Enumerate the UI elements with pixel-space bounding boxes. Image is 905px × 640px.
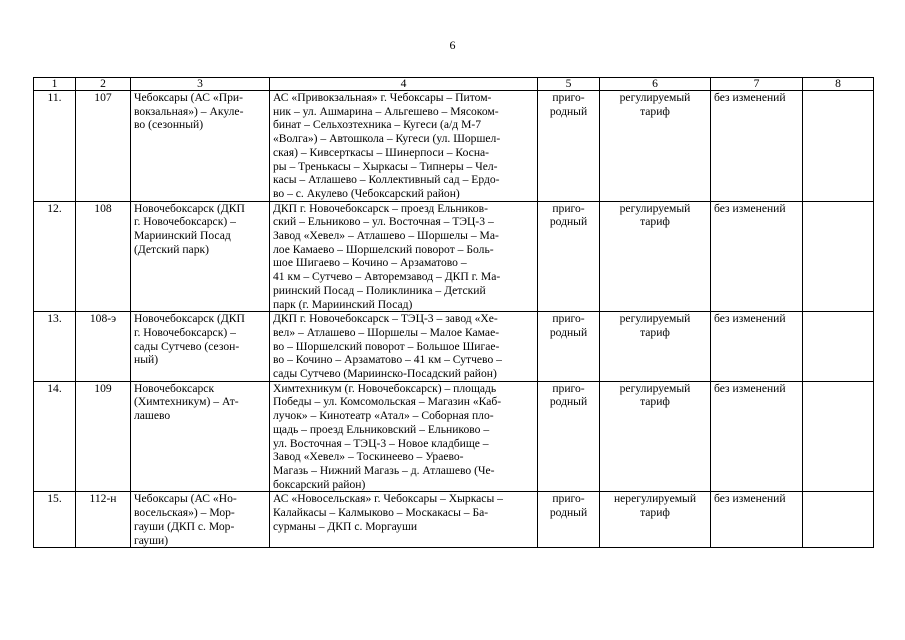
route-tariff-line: нерегулируемый bbox=[613, 492, 697, 506]
column-header: 3 bbox=[131, 78, 270, 91]
route-path-line: сады Сутчево (Мариинско-Посадский район) bbox=[273, 367, 497, 381]
route-type bbox=[538, 381, 600, 492]
route-type-line: родный bbox=[549, 325, 588, 339]
route-tariff bbox=[600, 312, 711, 382]
route-path-line: ул. Восточная – ТЭЦ-3 – Новое кладбище – bbox=[273, 436, 489, 450]
route-path-line: во – с. Акулево (Чебоксарский район) bbox=[273, 186, 460, 200]
route-path-line: Химтехникум (г. Новочебоксарск) – площадь bbox=[273, 381, 497, 395]
route-path-line: ДКП г. Новочебоксарск – проезд Ельников- bbox=[273, 201, 488, 215]
route-type-line: родный bbox=[549, 104, 588, 118]
row-number: 14. bbox=[34, 381, 76, 492]
route-path-line: шое Шигаево – Кочино – Арзаматово – bbox=[273, 256, 467, 270]
table-row bbox=[34, 201, 874, 312]
route-tariff-line: регулируемый bbox=[619, 312, 691, 326]
route-tariff-line: регулируемый bbox=[619, 381, 691, 395]
route-changes: без изменений bbox=[711, 312, 803, 382]
route-type-line: родный bbox=[549, 395, 588, 409]
route-type-line: приго- bbox=[552, 201, 585, 215]
route-tariff-line: регулируемый bbox=[619, 201, 691, 215]
route-name-line: во (сезонный) bbox=[134, 118, 204, 132]
header-row bbox=[34, 78, 874, 91]
route-type-line: приго- bbox=[552, 381, 585, 395]
route-path-line: боксарский район) bbox=[273, 477, 366, 491]
route-note bbox=[803, 201, 874, 312]
route-type bbox=[538, 312, 600, 382]
route-changes: без изменений bbox=[711, 381, 803, 492]
route-code: 108 bbox=[76, 201, 131, 312]
route-name bbox=[131, 201, 270, 312]
route-path-line: лое Камаево – Шоршелский поворот – Боль- bbox=[273, 242, 494, 256]
column-header: 8 bbox=[803, 78, 874, 91]
route-changes: без изменений bbox=[711, 201, 803, 312]
route-tariff bbox=[600, 91, 711, 202]
route-path-line: лучок» – Кинотеатр «Атал» – Соборная пло- bbox=[273, 409, 494, 423]
route-note bbox=[803, 91, 874, 202]
route-tariff-line: тариф bbox=[640, 104, 670, 118]
table-row bbox=[34, 492, 874, 548]
route-note bbox=[803, 381, 874, 492]
route-name bbox=[131, 312, 270, 382]
route-path bbox=[270, 312, 538, 382]
route-name-line: Мариинский Посад bbox=[134, 229, 231, 243]
route-path-line: «Волга») – Автошкола – Кугеси (ул. Шоршел- bbox=[273, 132, 501, 146]
column-header: 7 bbox=[711, 78, 803, 91]
row-number: 11. bbox=[34, 91, 76, 202]
route-type-line: приго- bbox=[552, 312, 585, 326]
route-name-line: Новочебоксарск bbox=[134, 381, 215, 395]
route-name-line: Чебоксары (АС «При- bbox=[134, 91, 243, 104]
route-note bbox=[803, 492, 874, 548]
route-name bbox=[131, 381, 270, 492]
row-number: 13. bbox=[34, 312, 76, 382]
column-header: 6 bbox=[600, 78, 711, 91]
table-row bbox=[34, 312, 874, 382]
route-tariff-line: тариф bbox=[640, 325, 670, 339]
routes-table bbox=[33, 77, 874, 548]
route-type-line: приго- bbox=[552, 91, 585, 104]
route-name-line: (Химтехникум) – Ат- bbox=[134, 395, 239, 409]
route-name-line: ный) bbox=[134, 353, 159, 367]
route-path-line: Калайкасы – Калмыково – Москакасы – Ба- bbox=[273, 506, 489, 520]
route-name-line: лашево bbox=[134, 409, 171, 423]
route-path-line: бинат – Сельхозтехника – Кугеси (а/д М-7 bbox=[273, 118, 482, 132]
route-changes: без изменений bbox=[711, 492, 803, 548]
route-name-line: Новочебоксарск (ДКП bbox=[134, 312, 245, 326]
column-header: 4 bbox=[270, 78, 538, 91]
route-path-line: Магазь – Нижний Магазь – д. Атлашево (Че- bbox=[273, 463, 495, 477]
route-name-line: гауши (ДКП с. Мор- bbox=[134, 519, 235, 533]
route-path-line: сурманы – ДКП с. Моргауши bbox=[273, 519, 418, 533]
route-path-line: 41 км – Сутчево – Авторемзавод – ДКП г. Ма- bbox=[273, 270, 501, 284]
route-path-line: во – Кочино – Арзаматово – 41 км – Сутчево – bbox=[273, 353, 502, 367]
route-code: 112-н bbox=[76, 492, 131, 548]
route-tariff bbox=[600, 492, 711, 548]
route-type-line: родный bbox=[549, 215, 588, 229]
row-number: 15. bbox=[34, 492, 76, 548]
route-path bbox=[270, 492, 538, 548]
route-name-line: сады Сутчево (сезон- bbox=[134, 339, 240, 353]
route-path-line: АС «Привокзальная» г. Чебоксары – Питом- bbox=[273, 91, 492, 104]
route-path-line: Завод «Хевел» – Атлашево – Шоршелы – Ма- bbox=[273, 229, 499, 243]
route-type bbox=[538, 201, 600, 312]
route-tariff-line: тариф bbox=[640, 215, 670, 229]
route-code: 109 bbox=[76, 381, 131, 492]
route-tariff-line: тариф bbox=[640, 395, 670, 409]
route-name-line: (Детский парк) bbox=[134, 242, 209, 256]
page-number: 6 bbox=[449, 38, 456, 52]
route-path-line: парк (г. Мариинский Посад) bbox=[273, 297, 413, 311]
route-tariff bbox=[600, 381, 711, 492]
route-path-line: ник – ул. Ашмарина – Альгешево – Мясоком- bbox=[273, 104, 499, 118]
route-type-line: родный bbox=[549, 506, 588, 520]
route-path-line: ская) – Кивсерткасы – Шинерпоси – Косна- bbox=[273, 145, 490, 159]
route-path bbox=[270, 381, 538, 492]
route-name-line: гауши) bbox=[134, 533, 169, 547]
table-row bbox=[34, 91, 874, 202]
route-name-line: г. Новочебоксарск) – bbox=[134, 325, 236, 339]
route-type-line: приго- bbox=[552, 492, 585, 506]
route-code: 107 bbox=[76, 91, 131, 202]
route-name bbox=[131, 492, 270, 548]
route-path-line: риинский Посад – Поликлиника – Детский bbox=[273, 283, 486, 297]
route-path bbox=[270, 201, 538, 312]
route-type bbox=[538, 91, 600, 202]
route-name-line: Новочебоксарск (ДКП bbox=[134, 201, 245, 215]
route-path-line: во – Шоршелский поворот – Большое Шигае- bbox=[273, 339, 500, 353]
route-tariff-line: тариф bbox=[640, 506, 670, 520]
route-name-line: Чебоксары (АС «Но- bbox=[134, 492, 237, 506]
table-row bbox=[34, 381, 874, 492]
route-tariff-line: регулируемый bbox=[619, 91, 691, 104]
route-name bbox=[131, 91, 270, 202]
route-name-line: г. Новочебоксарск) – bbox=[134, 215, 236, 229]
column-header: 5 bbox=[538, 78, 600, 91]
route-path-line: щадь – проезд Ельниковский – Ельниково – bbox=[273, 422, 490, 436]
route-name-line: вокзальная») – Акуле- bbox=[134, 104, 244, 118]
route-changes: без изменений bbox=[711, 91, 803, 202]
column-header: 1 bbox=[34, 78, 76, 91]
route-path-line: ДКП г. Новочебоксарск – ТЭЦ-3 – завод «Хе- bbox=[273, 312, 498, 326]
route-path-line: Победы – ул. Комсомольская – Магазин «Каб- bbox=[273, 395, 502, 409]
route-path-line: Завод «Хевел» – Тоскинеево – Ураево- bbox=[273, 450, 464, 464]
route-path-line: АС «Новосельская» г. Чебоксары – Хыркасы – bbox=[273, 492, 503, 506]
row-number: 12. bbox=[34, 201, 76, 312]
route-code: 108-э bbox=[76, 312, 131, 382]
route-type bbox=[538, 492, 600, 548]
route-note bbox=[803, 312, 874, 382]
route-path bbox=[270, 91, 538, 202]
route-path-line: вел» – Атлашево – Шоршелы – Малое Камае- bbox=[273, 325, 500, 339]
route-path-line: ры – Тренькасы – Хыркасы – Типнеры – Чел- bbox=[273, 159, 498, 173]
route-path-line: касы – Атлашево – Коллективный сад – Ердо- bbox=[273, 173, 500, 187]
route-name-line: восельская») – Мор- bbox=[134, 506, 235, 520]
route-path-line: ский – Ельниково – ул. Восточная – ТЭЦ-3 – bbox=[273, 215, 494, 229]
column-header: 2 bbox=[76, 78, 131, 91]
route-tariff bbox=[600, 201, 711, 312]
